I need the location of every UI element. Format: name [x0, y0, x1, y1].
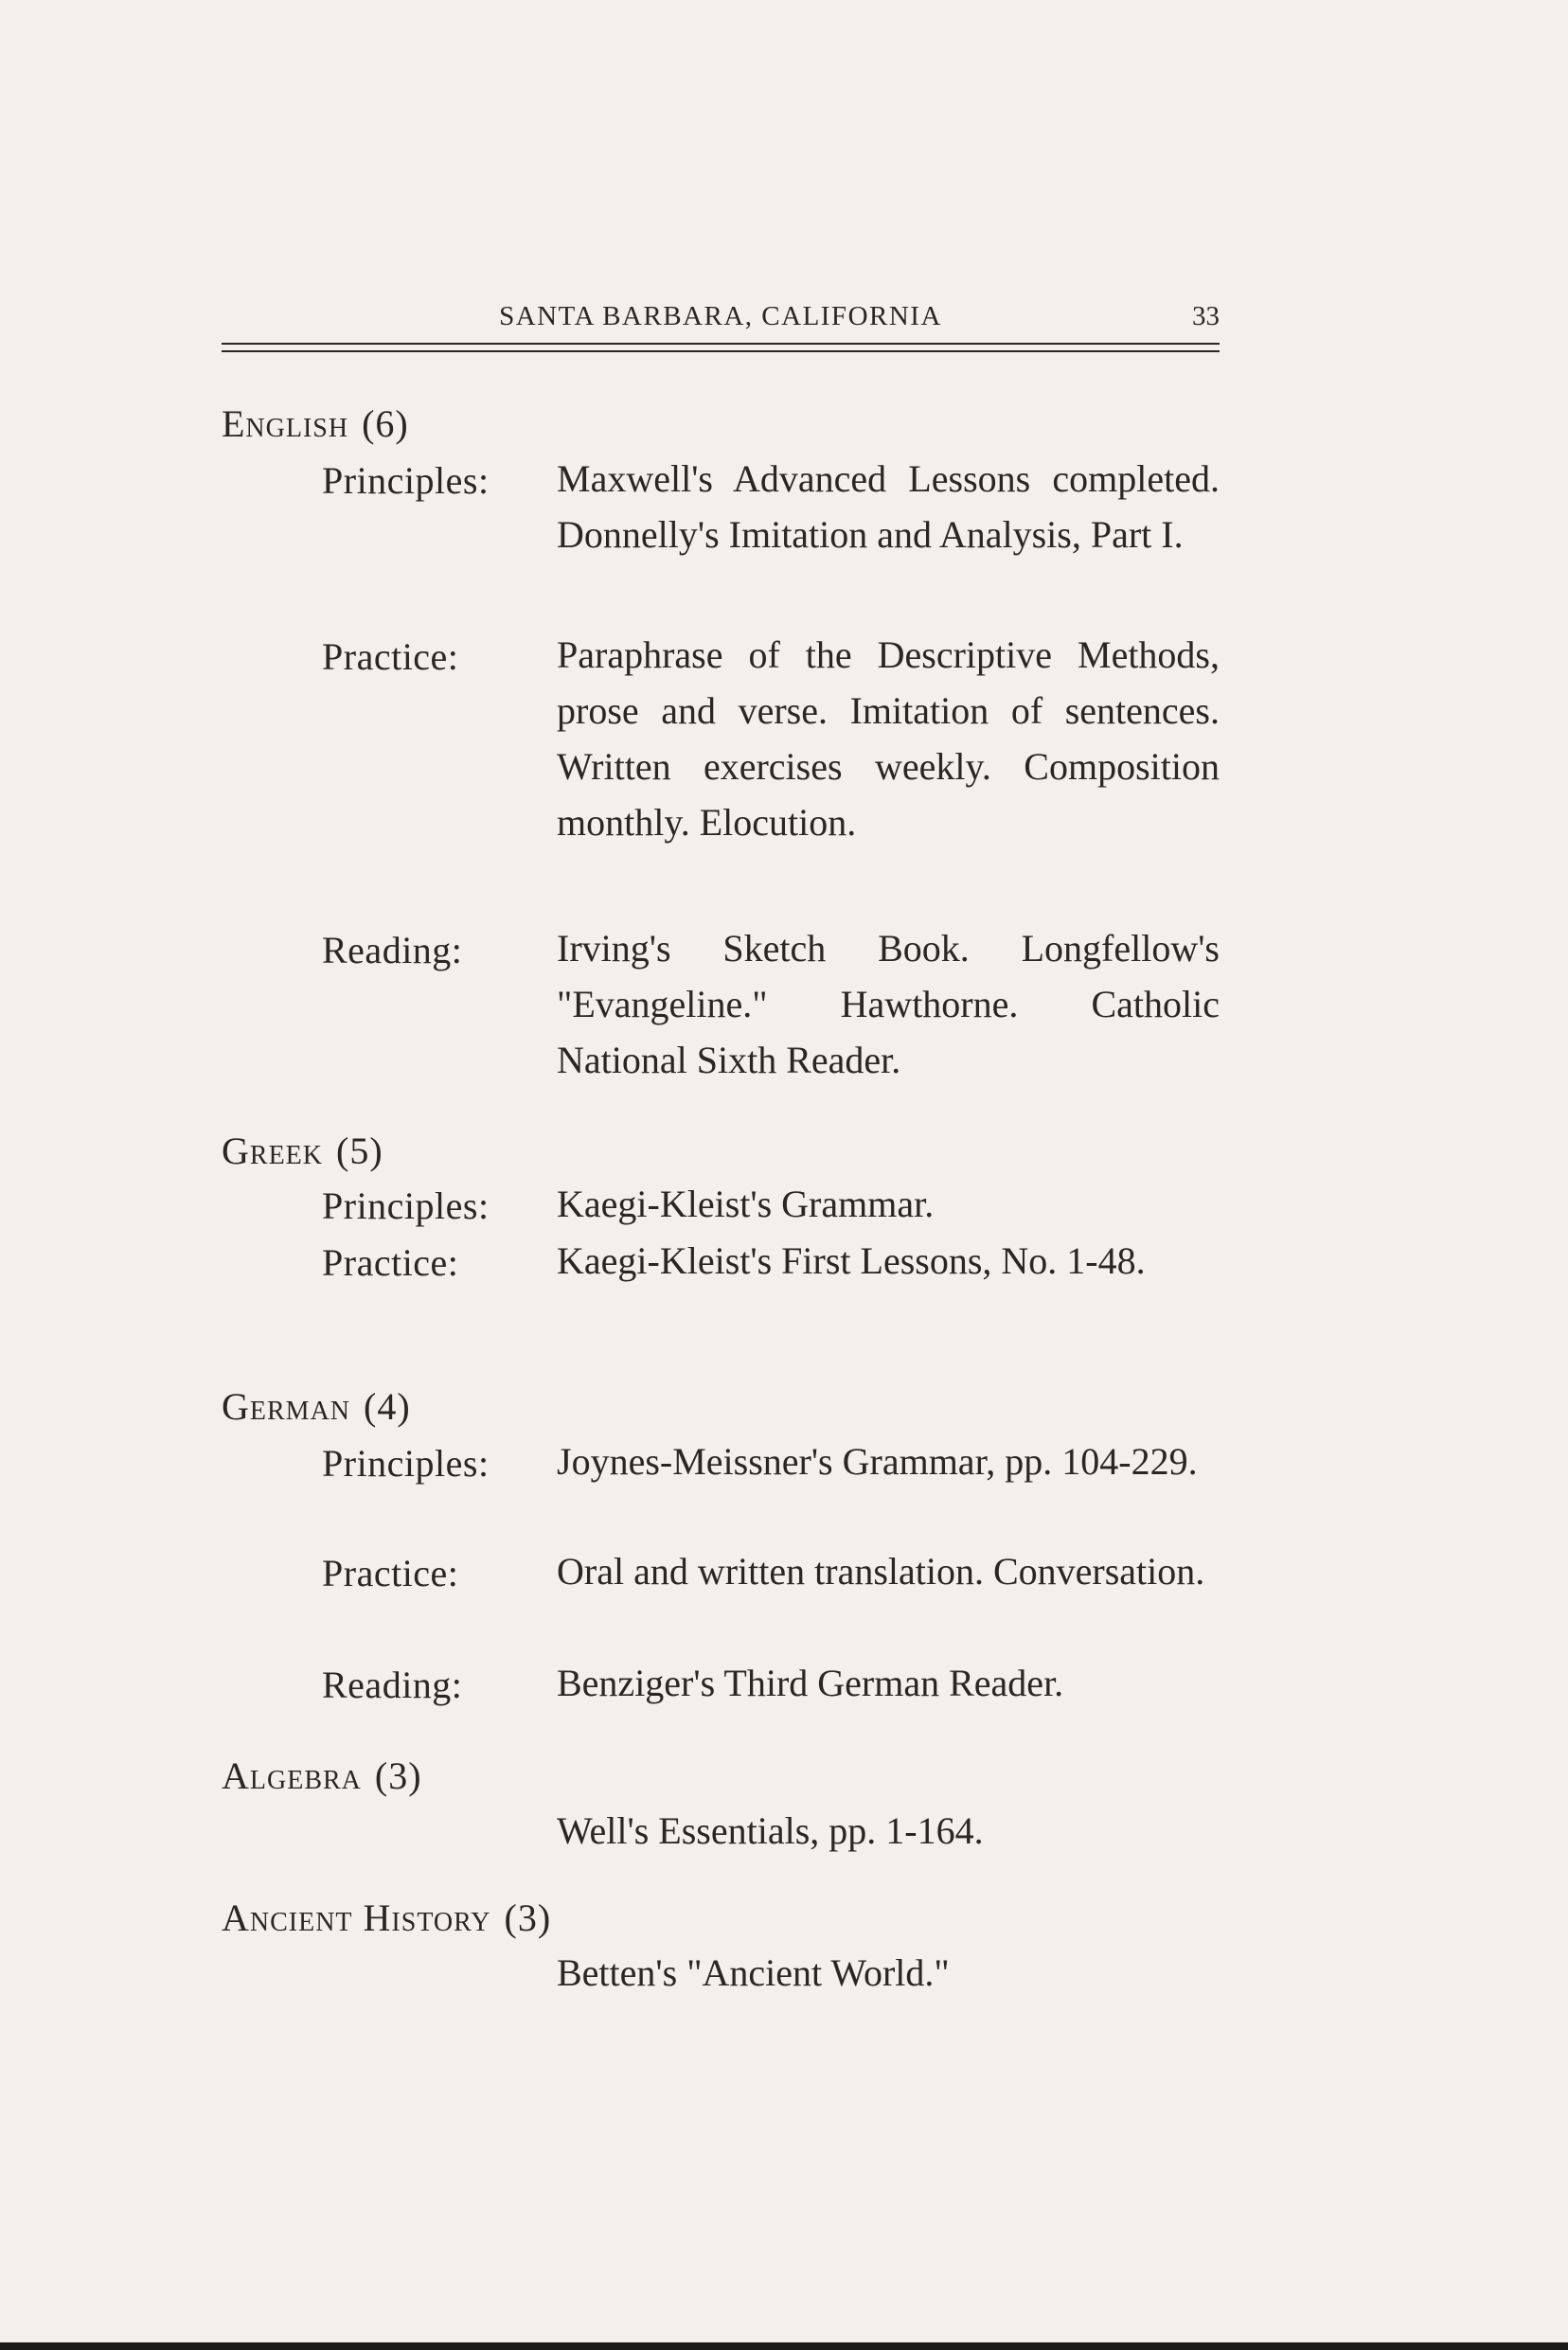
- section-heading-german: [222, 1384, 411, 1429]
- section-heading-algebra: [222, 1754, 422, 1798]
- entry-text: Benziger's Third German Reader.: [557, 1662, 1064, 1704]
- entry-text: Betten's "Ancient World.": [557, 1951, 950, 1994]
- entry-text: Joynes-Meissner's Grammar, pp. 104-229.: [557, 1440, 1198, 1483]
- term-practice: Practice:: [322, 1552, 459, 1594]
- header-rule-bottom: [222, 350, 1220, 352]
- section-heading-ancient-history: [222, 1896, 551, 1940]
- entry-text: Kaegi-Kleist's Grammar.: [557, 1183, 935, 1225]
- section-count: (4): [364, 1385, 411, 1428]
- running-head: SANTA BARBARA, CALIFORNIA: [499, 301, 942, 331]
- section-heading-greek: [222, 1129, 383, 1173]
- section-count: (3): [504, 1896, 552, 1939]
- section-name: German: [222, 1385, 351, 1428]
- section-count: (6): [362, 402, 409, 445]
- page-number: 33: [1192, 301, 1220, 331]
- section-name: Algebra: [222, 1754, 362, 1797]
- entry-text: Irving's Sketch Book. Longfellow's "Evangeline." Hawthorne. Catholic National Sixth Reader.: [557, 927, 1220, 1081]
- entry-text: Kaegi-Kleist's First Lessons, No. 1-48.: [557, 1239, 1146, 1282]
- section-count: (5): [336, 1130, 383, 1172]
- entry-text: Well's Essentials, pp. 1-164.: [557, 1809, 984, 1852]
- entry-text: Paraphrase of the Descriptive Methods, prose and verse. Imitation of sentences. Written exercises weekly. Composition monthly. Elocution.: [557, 633, 1220, 844]
- term-reading: Reading:: [322, 1664, 463, 1706]
- term-principles: Principles:: [322, 1184, 490, 1227]
- header-rule-top: [222, 343, 1220, 345]
- term-principles: Principles:: [322, 459, 490, 502]
- page-edge-shadow: [0, 2342, 1568, 2350]
- term-practice: Practice:: [322, 1241, 459, 1284]
- entry-text: Maxwell's Advanced Lessons completed. Donnelly's Imitation and Analysis, Part I.: [557, 457, 1220, 556]
- page-header: [222, 301, 1220, 339]
- section-name: English: [222, 402, 349, 445]
- term-practice: Practice:: [322, 635, 459, 678]
- entry-text: Oral and written translation. Conversation.: [557, 1550, 1205, 1593]
- section-count: (3): [374, 1754, 422, 1797]
- section-name: Greek: [222, 1130, 323, 1172]
- term-principles: Principles:: [322, 1442, 490, 1485]
- section-heading-english: [222, 401, 409, 446]
- term-reading: Reading:: [322, 929, 463, 971]
- section-name: Ancient History: [222, 1896, 491, 1939]
